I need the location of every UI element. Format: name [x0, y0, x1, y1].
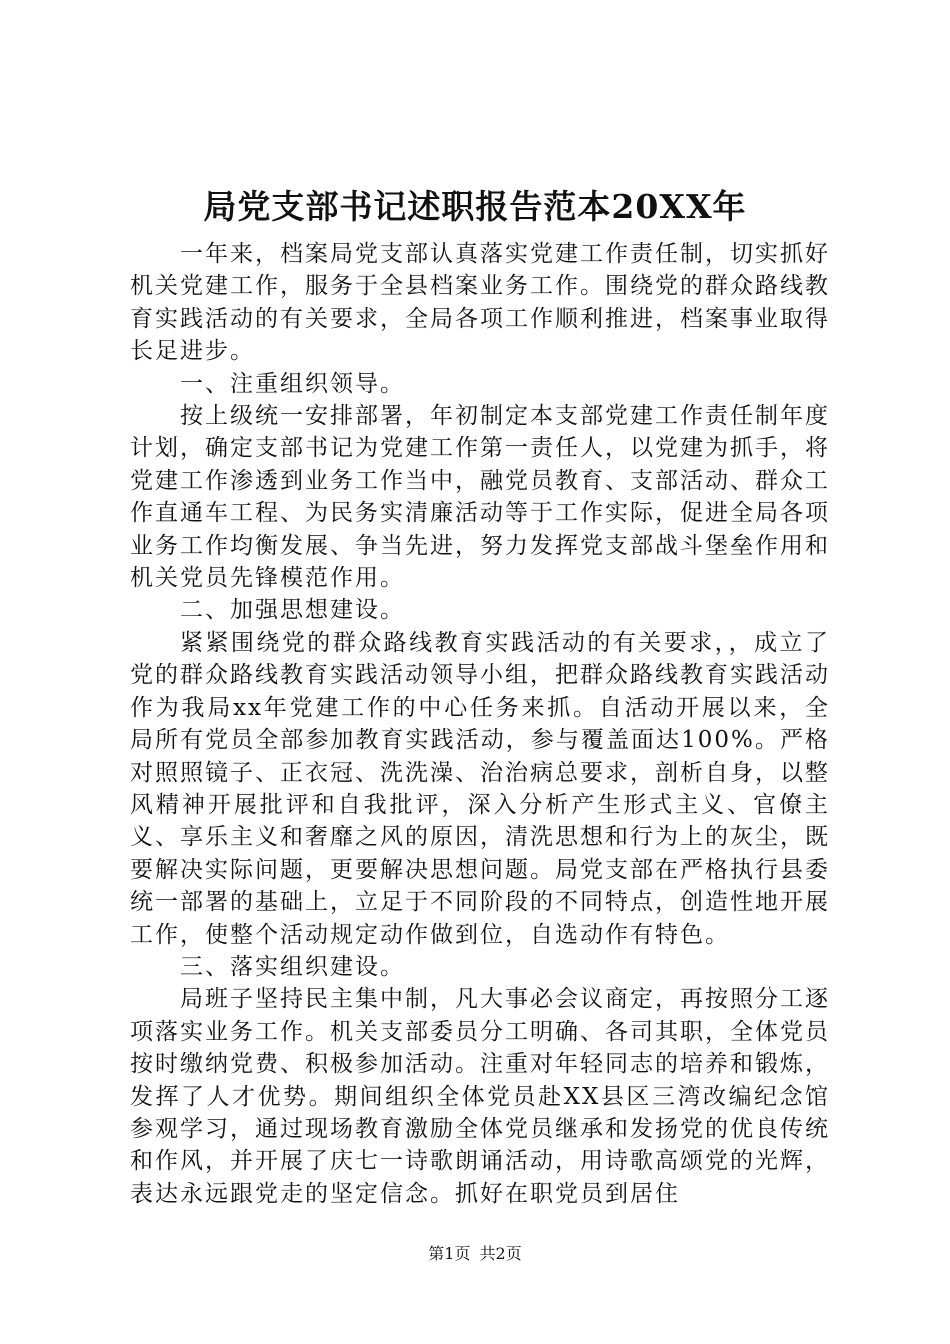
section-heading-2: 二、加强思想建设。 [180, 597, 405, 624]
document-body [130, 238, 830, 1210]
section-3-paragraph: 局班子坚持民主集中制，凡大事必会议商定，再按照分工逐项落实业务工作。机关支部委员分工明确、各司其职，全体党员按时缴纳党费、积极参加活动。注重对年轻同志的培养和锻炼，发挥了人才优势。期间组织全体党员赴XX县区三湾改编纪念馆参观学习，通过现场教育激励全体党员继承和发扬党的优良传统和作风，并开展了庆七一诗歌朗诵活动，用诗歌高颂党的光辉，表达永远跟党走的坚定信念。抓好在职党员到居住 [130, 986, 830, 1207]
section-2-paragraph: 紧紧围绕党的群众路线教育实践活动的有关要求，，成立了党的群众路线教育实践活动领导小组，把群众路线教育实践活动作为我局xx年党建工作的中心任务来抓。自活动开展以来，全局所有党员全部参加教育实践活动，参与覆盖面达100%。严格对照照镜子、正衣冠、洗洗澡、治治病总要求，剖析自身，以整风精神开展批评和自我批评，深入分析产生形式主义、官僚主义、享乐主义和奢靡之风的原因，清洗思想和行为上的灰尘，既要解决实际问题，更要解决思想问题。局党支部在严格执行县委统一部署的基础上，立足于不同阶段的不同特点，创造性地开展工作，使整个活动规定动作做到位，自选动作有特色。 [130, 629, 830, 948]
page-footer [0, 1244, 950, 1264]
page-total: 共2页 [479, 1244, 522, 1263]
section-1-paragraph: 按上级统一安排部署，年初制定本支部党建工作责任制年度计划，确定支部书记为党建工作第一责任人，以党建为抓手，将党建工作渗透到业务工作当中，融党员教育、支部活动、群众工作直通车工程、为民务实清廉活动等于工作实际，促进全局各项业务工作均衡发展、争当先进，努力发挥党支部战斗堡垒作用和机关党员先锋模范作用。 [130, 403, 830, 592]
intro-paragraph: 一年来，档案局党支部认真落实党建工作责任制，切实抓好机关党建工作，服务于全县档案业务工作。围绕党的群众路线教育实践活动的有关要求，全局各项工作顺利推进，档案事业取得长足进步。 [130, 241, 830, 365]
document-title: 局党支部书记述职报告范本20XX年 [203, 187, 747, 226]
section-heading-1: 一、注重组织领导。 [180, 370, 405, 397]
section-heading-3: 三、落实组织建设。 [180, 953, 405, 980]
page-number: 第1页 [428, 1244, 471, 1263]
